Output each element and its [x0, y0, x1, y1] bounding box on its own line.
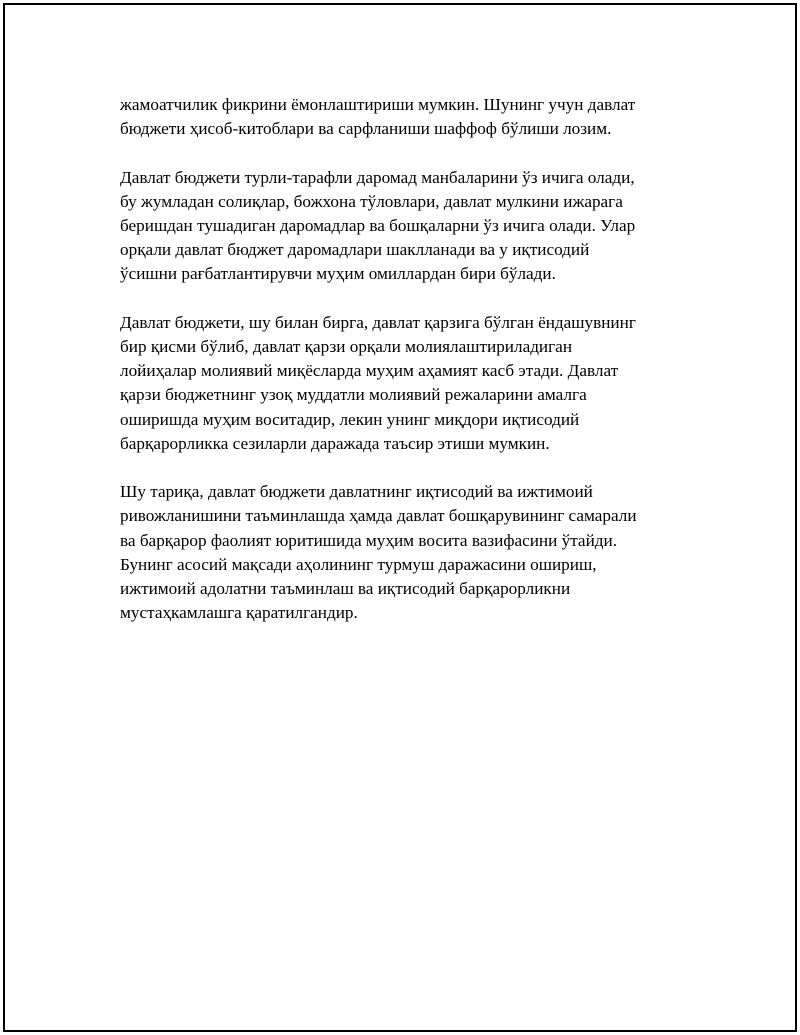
- text-line: барқарорликка сезиларли даражада таъсир этиши мумкин.: [120, 433, 550, 453]
- text-line: мустаҳкамлашга қаратилгандир.: [120, 603, 358, 623]
- paragraph-3: [120, 311, 690, 456]
- paragraph-1: [120, 93, 690, 141]
- text-line: оширишда муҳим воситадир, лекин унинг миқдори иқтисодий: [120, 409, 580, 429]
- text-line: Давлат бюджети турли-тарафли даромад манбаларини ўз ичига олади,: [120, 167, 635, 187]
- paragraph-4: [120, 480, 690, 625]
- text-line: орқали давлат бюджет даромадлари шаклланади ва у иқтисодий: [120, 240, 590, 260]
- text-line: жамоатчилик фикрини ёмонлаштириши мумкин. Шунинг учун давлат: [120, 95, 636, 114]
- text-line: қарзи бюджетнинг узоқ муддатли молиявий режаларини амалга: [120, 385, 587, 405]
- text-line: Шу тариқа, давлат бюджети давлатнинг иқтисодий ва ижтимоий: [120, 482, 593, 502]
- text-line: Бунинг асосий мақсади аҳолининг турмуш даражасини ошириш,: [120, 554, 597, 574]
- text-line: ва барқарор фаолият юритишида муҳим восита вазифасини ўтайди.: [120, 530, 618, 550]
- text-line: лойиҳалар молиявий миқёсларда муҳим аҳамият касб этади. Давлат: [120, 361, 619, 381]
- text-line: ижтимоий адолатни таъминлаш ва иқтисодий барқарорликни: [120, 579, 571, 599]
- text-line: ўсишни рағбатлантирувчи муҳим омиллардан бири бўлади.: [120, 264, 556, 284]
- paragraph-2: [120, 166, 690, 287]
- text-line: бу жумладан солиқлар, божхона тўловлари, давлат мулкини ижарага: [120, 191, 623, 211]
- document-body: [120, 93, 690, 650]
- text-line: бир қисми бўлиб, давлат қарзи орқали молиялаштириладиган: [120, 337, 573, 356]
- text-line: беришдан тушадиган даромадлар ва бошқаларни ўз ичига олади. Улар: [120, 216, 636, 235]
- text-line: ривожланишини таъминлашда ҳамда давлат бошқарувининг самарали: [120, 506, 637, 526]
- text-line: Давлат бюджети, шу билан бирга, давлат қарзига бўлган ёндашувнинг: [120, 312, 636, 332]
- text-line: бюджети ҳисоб-китоблари ва сарфланиши шаффоф бўлиши лозим.: [120, 119, 612, 139]
- document-page: [3, 3, 797, 1032]
